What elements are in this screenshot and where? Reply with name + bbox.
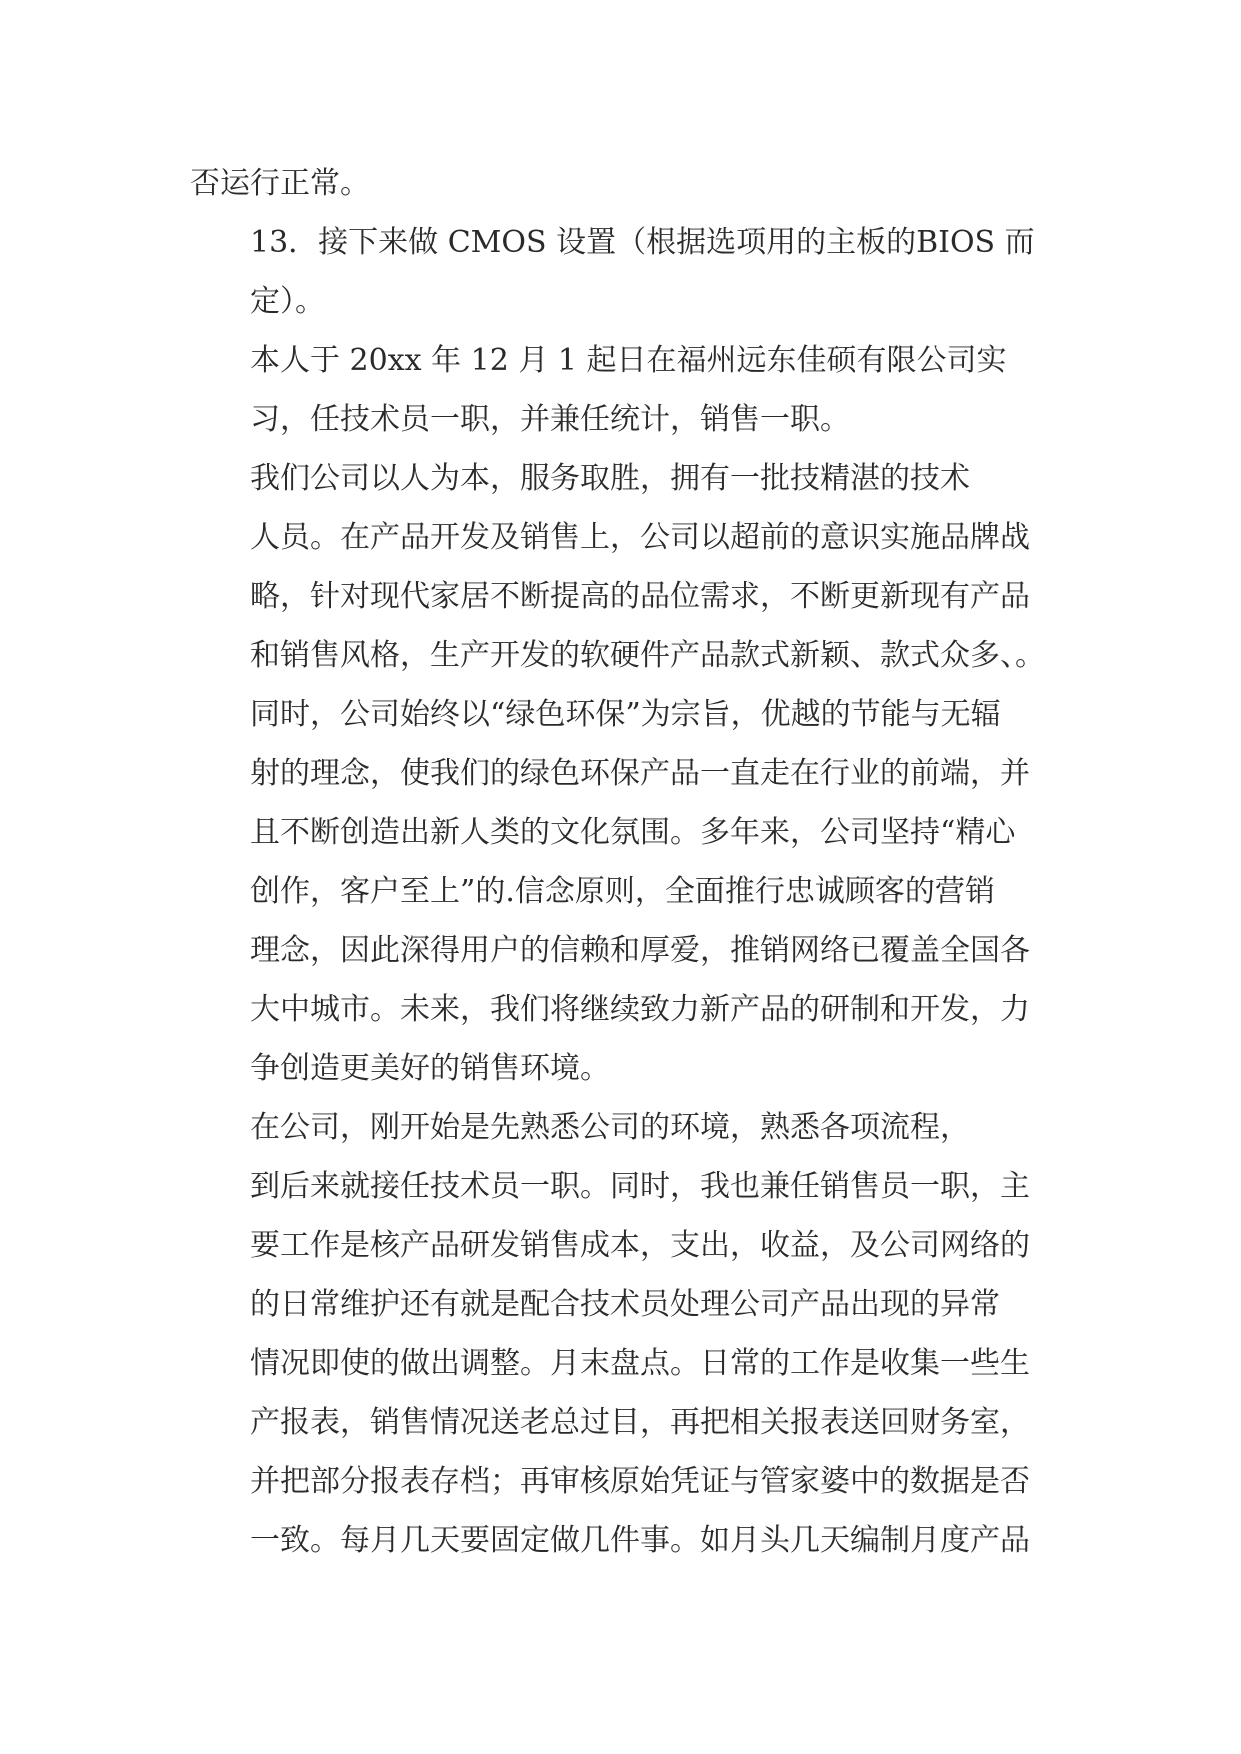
text-line: 习，任技术员一职，并兼任统计，销售一职。 xyxy=(250,402,850,437)
text-line: 并把部分报表存档；再审核原始凭证与管家婆中的数据是否 xyxy=(250,1464,1030,1499)
text-line: 射的理念，使我们的绿色环保产品一直走在行业的前端，并 xyxy=(250,756,1030,791)
text-line: 否运行正常。 xyxy=(190,166,370,201)
text-line: 我们公司以人为本，服务取胜，拥有一批技精湛的技术 xyxy=(250,461,970,496)
paragraph-1 xyxy=(190,154,1070,213)
text-line: 本人于 20xx 年 12 月 1 起日在福州远东佳硕有限公司实 xyxy=(250,343,1007,378)
text-line: 定）。 xyxy=(250,284,325,319)
text-line: 大中城市。未来，我们将继续致力新产品的研制和开发，力 xyxy=(250,992,1030,1027)
text-line: 在公司，刚开始是先熟悉公司的环境，熟悉各项流程， xyxy=(250,1110,970,1145)
text-line: 到后来就接任技术员一职。同时，我也兼任销售员一职，主 xyxy=(250,1169,1030,1204)
text-line: 且不断创造出新人类的文化氛围。多年来，公司坚持“精心 xyxy=(250,815,1016,850)
text-line: 情况即使的做出调整。月末盘点。日常的工作是收集一些生 xyxy=(250,1346,1030,1381)
text-line: 产报表，销售情况送老总过目，再把相关报表送回财务室， xyxy=(250,1405,1030,1440)
paragraph-4 xyxy=(190,449,1070,1098)
paragraph-2 xyxy=(190,213,1070,331)
document-body xyxy=(190,154,1070,1570)
text-line: 要工作是核产品研发销售成本，支出，收益，及公司网络的 xyxy=(250,1228,1030,1263)
text-line: 争创造更美好的销售环境。 xyxy=(250,1051,610,1086)
text-line: 13．接下来做 CMOS 设置（根据选项用的主板的BIOS 而 xyxy=(250,225,1035,260)
text-line: 同时，公司始终以“绿色环保”为宗旨，优越的节能与无辐 xyxy=(250,697,1001,732)
text-line: 的日常维护还有就是配合技术员处理公司产品出现的异常 xyxy=(250,1287,1000,1322)
paragraph-3 xyxy=(190,331,1070,449)
text-line: 创作，客户至上”的.信念原则，全面推行忠诚顾客的营销 xyxy=(250,874,995,909)
text-line: 和销售风格，生产开发的软硬件产品款式新颖、款式众多、。 xyxy=(250,638,1045,673)
text-line: 略，针对现代家居不断提高的品位需求，不断更新现有产品 xyxy=(250,579,1030,614)
text-line: 一致。每月几天要固定做几件事。如月头几天编制月度产品 xyxy=(250,1523,1030,1558)
paragraph-5 xyxy=(190,1098,1070,1570)
text-line: 理念，因此深得用户的信赖和厚爱，推销网络已覆盖全国各 xyxy=(250,933,1030,968)
text-line: 人员。在产品开发及销售上，公司以超前的意识实施品牌战 xyxy=(250,520,1030,555)
